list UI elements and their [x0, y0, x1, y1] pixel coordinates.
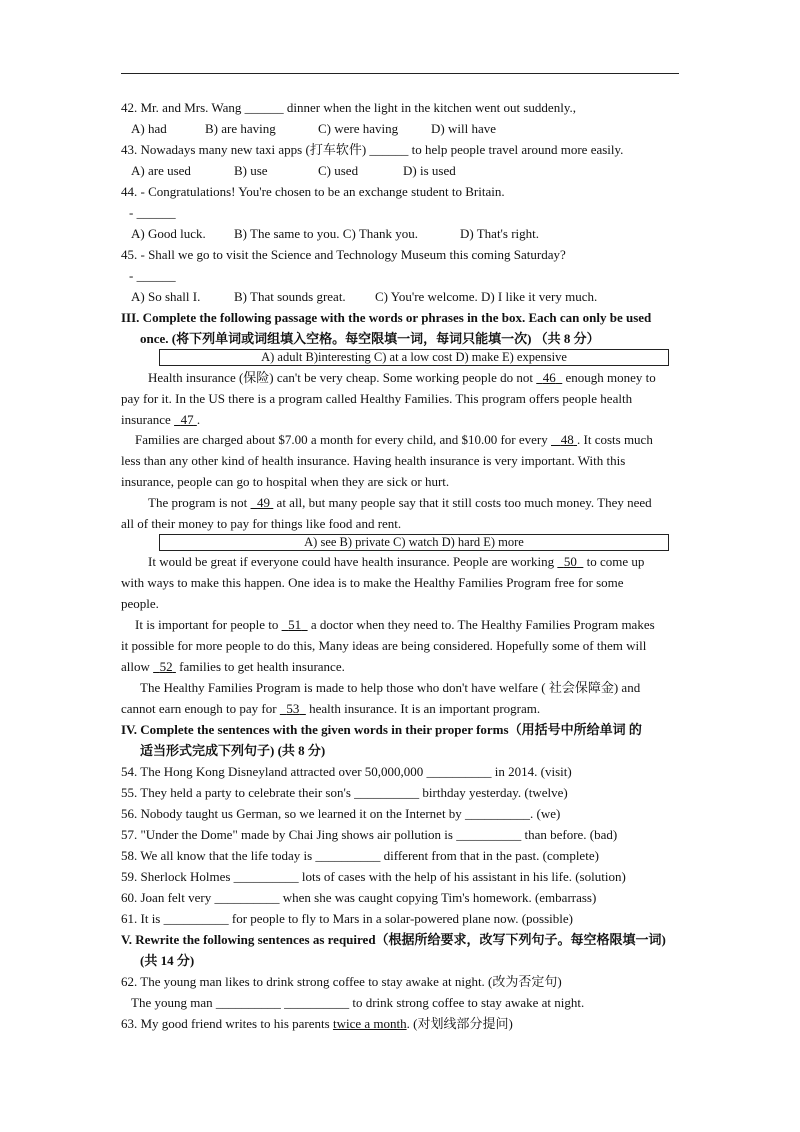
- q44-option-b: B) The same to you. C) Thank you.: [234, 226, 419, 241]
- q61: 61. It is __________ for people to fly to Mars in a solar-powered plane now. (possible): [121, 911, 573, 926]
- word-box-2: A) see B) private C) watch D) hard E) more: [159, 534, 669, 551]
- q58: 58. We all know that the life today is __________ different from that in the past. (complete): [121, 848, 599, 863]
- blank-50[interactable]: 50: [563, 554, 577, 569]
- q59: 59. Sherlock Holmes __________ lots of cases with the help of his assistant in his life. (solution): [121, 869, 626, 884]
- passage-line: insurance, people can go to hospital when they are sick or hurt.: [121, 474, 450, 489]
- section5-heading-score: (共 14 分): [140, 953, 195, 968]
- passage-line: people.: [121, 596, 159, 611]
- blank-53[interactable]: 53: [286, 701, 300, 716]
- section5-heading: V. Rewrite the following sentences as required（根据所给要求，改写下列句子。每空格限填一词): [121, 932, 666, 947]
- q63-underlined-phrase: twice a month: [332, 1016, 407, 1031]
- q45-stem: 45. - Shall we go to visit the Science and Technology Museum this coming Saturday?: [121, 247, 566, 262]
- q43-option-a: A) are used: [131, 163, 191, 178]
- q44-stem: 44. - Congratulations! You're chosen to be an exchange student to Britain.: [121, 184, 505, 199]
- passage-line: Health insurance (保险) can't be very cheap. Some working people do not 46 enough money to: [148, 370, 656, 385]
- q42-option-d: D) will have: [431, 121, 496, 136]
- q43-option-c: C) used: [318, 163, 359, 178]
- q60: 60. Joan felt very __________ when she was caught copying Tim's homework. (embarrass): [121, 890, 597, 905]
- blank-48[interactable]: 48: [560, 432, 574, 447]
- q44-option-a: A) Good luck.: [131, 226, 206, 241]
- blank-46[interactable]: 46: [542, 370, 556, 385]
- passage-line: it possible for more people to do this, Many ideas are being considered. Hopefully some of them will: [121, 638, 647, 653]
- q54: 54. The Hong Kong Disneyland attracted over 50,000,000 __________ in 2014. (visit): [121, 764, 572, 779]
- q63-stem: 63. My good friend writes to his parents twice a month. (对划线部分提问): [121, 1016, 513, 1031]
- passage-line: It is important for people to 51 a doctor when they need to. The Healthy Families Program makes: [135, 617, 655, 632]
- q57: 57. "Under the Dome" made by Chai Jing shows air pollution is __________ than before. (bad): [121, 827, 618, 842]
- blank-49[interactable]: 49: [257, 495, 271, 510]
- blank-51[interactable]: 51: [288, 617, 302, 632]
- passage-line: allow 52 families to get health insurance.: [121, 659, 345, 674]
- passage-line: with ways to make this happen. One idea is to make the Healthy Families Program free for some: [121, 575, 624, 590]
- q44-reply: - ______: [129, 205, 176, 220]
- q42-option-b: B) are having: [205, 121, 276, 136]
- q42-stem: 42. Mr. and Mrs. Wang ______ dinner when the light in the kitchen went out suddenly.,: [121, 100, 576, 115]
- q62-stem: 62. The young man likes to drink strong coffee to stay awake at night. (改为否定句): [121, 974, 562, 989]
- section3-heading-cn: once. (将下列单词或词组填入空格。每空限填一词，每词只能填一次) （共 8 分）: [140, 331, 600, 346]
- passage-line: It would be great if everyone could have health insurance. People are working 50 to come up: [148, 554, 645, 569]
- passage-line: pay for it. In the US there is a program called Healthy Families. This program offers people health: [121, 391, 633, 406]
- q43-option-d: D) is used: [403, 163, 456, 178]
- q42-option-a: A) had: [131, 121, 167, 136]
- passage-line: insurance 47 .: [121, 412, 201, 427]
- section4-heading: IV. Complete the sentences with the given words in their proper forms（用括号中所给单词 的: [121, 722, 642, 737]
- q45-option-c: C) You're welcome. D) I like it very much.: [375, 289, 598, 304]
- q56: 56. Nobody taught us German, so we learned it on the Internet by __________. (we): [121, 806, 561, 821]
- passage-line: The program is not 49 at all, but many people say that it still costs too much money. They need: [148, 495, 652, 510]
- q43-option-b: B) use: [234, 163, 268, 178]
- q45-reply: - ______: [129, 268, 176, 283]
- word-box-1: A) adult B)interesting C) at a low cost D) make E) expensive: [159, 349, 669, 366]
- passage-line: less than any other kind of health insurance. Having health insurance is very important. With this: [121, 453, 626, 468]
- q44-option-d: D) That's right.: [460, 226, 540, 241]
- q45-option-b: B) That sounds great.: [234, 289, 346, 304]
- q45-option-a: A) So shall I.: [131, 289, 201, 304]
- passage-line: The Healthy Families Program is made to help those who don't have welfare ( 社会保障金) and: [140, 680, 641, 695]
- blank-52[interactable]: 52: [159, 659, 173, 674]
- q55: 55. They held a party to celebrate their son's __________ birthday yesterday. (twelve): [121, 785, 568, 800]
- q42-option-c: C) were having: [318, 121, 399, 136]
- section4-heading-cn: 适当形式完成下列句子) (共 8 分): [140, 743, 326, 758]
- passage-line: Families are charged about $7.00 a month for every child, and $10.00 for every 48 . It costs much: [135, 432, 653, 447]
- passage-line: all of their money to pay for things like food and rent.: [121, 516, 402, 531]
- section3-heading: III. Complete the following passage with the words or phrases in the box. Each can only be used: [121, 310, 652, 325]
- q43-stem: 43. Nowadays many new taxi apps (打车软件) ______ to help people travel around more easily.: [121, 142, 624, 157]
- blank-47[interactable]: 47: [180, 412, 194, 427]
- header-rule: [121, 73, 679, 74]
- passage-line: cannot earn enough to pay for 53 health insurance. It is an important program.: [121, 701, 541, 716]
- q62-answer-line: The young man __________ __________ to drink strong coffee to stay awake at night.: [131, 995, 585, 1010]
